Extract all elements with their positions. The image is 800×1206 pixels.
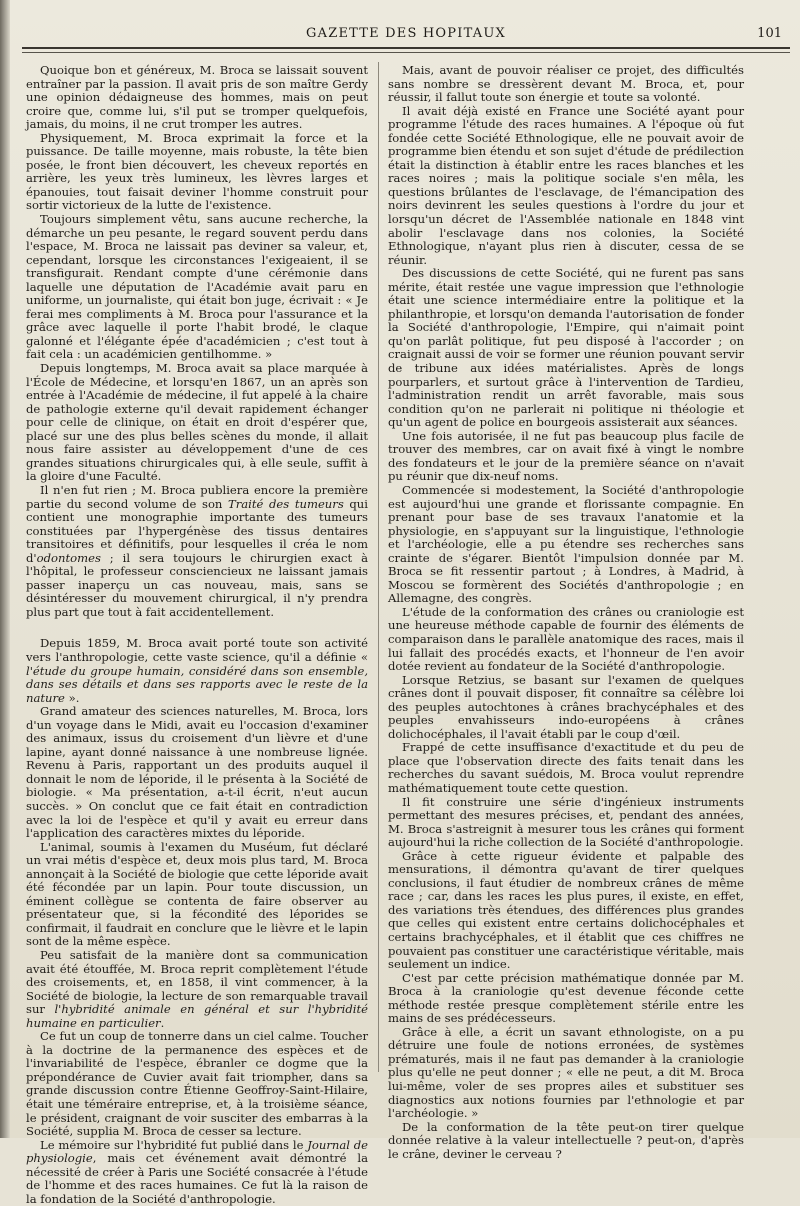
text-run: Peu satisfait de la manière dont sa communication avait été étouffée, M. Broca reprit complètement l'étude des croisements, et, en 1858, il vint commencer, à la Société de biologie, la lecture de son remarquable travail sur <box>26 948 368 1017</box>
page-number: 101 <box>757 26 782 41</box>
paragraph: Grâce à elle, a écrit un savant ethnologiste, on a pu détruire une foule de notions erronées, de systèmes prématurés, mais il ne faut pas demander à la craniologie plus qu'elle ne peut donner ; « elle ne peut, a dit M. Broca lui-même, voler de ses propres ailes et substituer ses diagnostics aux notions fournies par l'ethnologie et par l'archéologie. » <box>388 1024 744 1121</box>
paragraph: L'étude de la conformation des crânes ou craniologie est une heureuse méthode capable de fournir des éléments de comparaison dans le parallèle anatomique des races, mais il lui fallait des procédés exacts, et l'honneur de l'en avoir dotée revient au fondateur de la Société d'anthropologie. <box>388 604 744 674</box>
paragraph <box>26 1139 368 1206</box>
header-rule-thin <box>22 52 790 53</box>
paragraph: C'est par cette précision mathématique donnée par M. Broca à la craniologie qu'est devenue féconde cette méthode restée presque complètement stérile entre les mains de ses prédécesseurs. <box>388 970 744 1026</box>
paragraph: Une fois autorisée, il ne fut pas beaucoup plus facile de trouver des membres, car on avait fixé à vingt le nombre des fondateurs et le jour de la première séance on n'avait pu réunir que dix-neuf noms. <box>388 428 744 484</box>
page-binding-edge <box>0 0 10 1138</box>
paragraph: Physiquement, M. Broca exprimait la force et la puissance. De taille moyenne, mais robuste, la tête bien posée, le front bien découvert, les cheveux reportés en arrière, les yeux très lumineux, les lèvres larges et épanouies, tout faisait deviner l'homme construit pour sortir victorieux de la lutte de l'existence. <box>26 130 368 213</box>
paragraph: De la conformation de la tête peut-on tirer quelque donnée relative à la valeur intellectuelle ? peut-on, d'après le crâne, deviner le cerveau ? <box>388 1119 744 1161</box>
text-run: Il n'en fut rien ; M. Broca publiera encore la première partie du second volume de son <box>26 482 368 511</box>
right-column <box>388 64 744 1161</box>
page-header <box>22 26 790 46</box>
paragraph: Il avait déjà existé en France une Société ayant pour programme l'étude des races humaines. A l'époque où fut fondée cette Société Ethnologique, elle ne pouvait avoir de programme bien étendu et son sujet d'étude de prédilection était la distinction à établir entre les races blanches et les races noires ; mais la politique sociale s'en mêla, les questions brûlantes de l'esclavage, de l'émancipation des noirs devinrent les seules questions à l'ordre du jour et lorsqu'un décret de l'Assemblée nationale en 1848 vint abolir l'esclavage dans nos colonies, la Société Ethnologique, n'ayant plus rien à discuter, cessa de se réunir. <box>388 103 744 267</box>
paragraph: Toujours simplement vêtu, sans aucune recherche, la démarche un peu pesante, le regard souvent perdu dans l'espace, M. Broca ne laissait pas deviner sa valeur, et, cependant, lorsque les circonstances l'exigeaient, il se transfigurait. Rendant compte d'une cérémonie dans laquelle une députation de l'Académie avait paru en uniforme, un journaliste, qui était bon juge, écrivait : « Je ferai mes compliments à M. Broca pour l'assurance et la grâce avec laquelle il porte l'habit brodé, le claque galonné et l'élégante épée d'académicien ; c'est tout à fait cela : un académicien gentilhomme. » <box>26 212 368 362</box>
text-run: ». <box>64 690 80 705</box>
paragraph: Grand amateur des sciences naturelles, M. Broca, lors d'un voyage dans le Midi, avait eu l'occasion d'examiner des animaux, issus du croisement d'un lièvre et d'une lapine, ayant donné naissance à une nombreuse lignée. Revenu à Paris, rapportant un des produits auquel il donnait le nom de léporide, il le présenta à la Société de biologie. « Ma présentation, a-t-il écrit, n'eut aucun succès. » On conclut que ce fait était en contradiction avec la loi de l'espèce et qu'il y avait eu erreur dans l'application des caractères mixtes du léporide. <box>26 704 368 841</box>
paragraph: Lorsque Retzius, se basant sur l'examen de quelques crânes dont il pouvait disposer, fit connaître sa célèbre loi des peuples autochtones à crânes brachycéphales et des peuples envahisseurs indo-européens à crânes dolichocéphales, il l'avait établi par le coup d'œil. <box>388 672 744 741</box>
left-column <box>26 64 368 1206</box>
paragraph: Depuis longtemps, M. Broca avait sa place marquée à l'École de Médecine, et lorsqu'en 1867, un an après son entrée à l'Académie de médecine, il fut appelé à la chaire de pathologie externe qu'il devait rapidement échanger pour celle de clinique, on était en droit d'espérer que, placé sur une des plus belles scènes du monde, il allait nous faire assister au développement d'une de ces grandes situations chirurgicales qui, à elle seule, suffit à la gloire d'une Faculté. <box>26 361 368 484</box>
paragraph: Frappé de cette insuffisance d'exactitude et du peu de place que l'observation directe des faits tenait dans les recherches du savant suédois, M. Broca voulut reprendre mathématiquement toute cette question. <box>388 740 744 795</box>
paragraph: L'animal, soumis à l'examen du Muséum, fut déclaré un vrai métis d'espèce et, deux mois plus tard, M. Broca annonçait à la Société de biologie que cette léporide avait été fécondée par un lapin. Pour toute discussion, un éminent collègue se contenta de faire observer au présentateur que, si la fécondité des léporides se confirmait, il faudrait en conclure que le lièvre et le lapin sont de la même espèce. <box>26 839 368 949</box>
italic-title: l'hybridité animale en général et sur l'hybridité humaine en particulier <box>26 1002 368 1030</box>
column-divider <box>378 62 379 1072</box>
text-run: . <box>160 1015 165 1030</box>
text-run: Depuis 1859, M. Broca avait porté toute son activité vers l'anthropologie, cette vaste science, qu'il a définie « <box>26 636 368 664</box>
italic-journal: Journal de physiologie <box>26 1137 368 1166</box>
paragraph: Quoique bon et généreux, M. Broca se laissait souvent entraîner par la passion. Il avait pris de son maître Gerdy une opinion dédaigneuse des hommes, mais on peut croire que, comme lui, s'il put se tromper quelquefois, jamais, du moins, il ne crut tromper les autres. <box>26 63 368 132</box>
header-rule-thick <box>22 47 790 49</box>
text-run: Le mémoire sur l'hybridité fut publié dans le <box>40 1137 308 1152</box>
paragraph: Ce fut un coup de tonnerre dans un ciel calme. Toucher à la doctrine de la permanence des espèces et de l'invariabilité de l'espèce, ébranler ce dogme que la prépondérance de Cuvier avait fait triompher, dans sa grande discussion contre Étienne Geoffroy-Saint-Hilaire, était une téméraire entreprise, et, à la troisième séance, le président, craignant de voir susciter des embarras à la Société, supplia M. Broca de cesser sa lecture. <box>26 1029 368 1139</box>
text-run: ; il sera toujours le chirurgien exact à l'hôpital, le professeur consciencieux ne laissant jamais passer inaperçu un cas nouveau, mais, sans se désintéresser du mouvement chirurgical, il n'y prendra plus part que tout à fait accidentellement. <box>26 550 368 619</box>
paragraph: Commencée si modestement, la Société d'anthropologie est aujourd'hui une grande et florissante compagnie. En prenant pour base de ses travaux l'anatomie et la physiologie, en s'appuyant sur la linguistique, l'ethnologie et l'archéologie, elle a pu étendre ses recherches sans crainte de s'égarer. Bientôt l'impulsion donnée par M. Broca se fit ressentir partout ; à Londres, à Madrid, à Moscou se formèrent des Sociétés d'anthropologie ; en Allemagne, des congrès. <box>388 482 744 606</box>
paragraph: Il fit construire une série d'ingénieux instruments permettant des mesures précises, et, pendant des années, M. Broca s'astreignit à mesurer tous les crânes qui forment aujourd'hui la riche collection de la Société d'anthropologie. <box>388 794 744 850</box>
text-run: , mais cet événement avait démontré la nécessité de créer à Paris une Société consacrée à l'étude de l'homme et des races humaines. Ce fut là la raison de la fondation de la Société d'anthropologie. <box>26 1151 368 1206</box>
paragraph: Grâce à cette rigueur évidente et palpable des mensurations, il démontra qu'avant de tirer quelques conclusions, il faut étudier de nombreux crânes de même race ; car, dans les races les plus pures, il existe, en effet, des variations très étendues, des différences plus grandes que celles qui existent entre certains dolichocéphales et certains brachycéphales, et il établit que ces chiffres ne pouvaient pas constituer une caractéristique véritable, mais seulement un indice. <box>388 848 744 972</box>
italic-quote: l'étude du groupe humain, considéré dans son ensemble, dans ses détails et dans ses rapports avec le reste de la nature <box>26 663 368 705</box>
text-run: qui contient une monographie importante des tumeurs constituées par l'hypergénèse des tissus dentaires transitoires et définitifs, pour lesquelles il créa le nom d' <box>26 496 368 565</box>
paragraph <box>26 637 368 705</box>
paragraph: Des discussions de cette Société, qui ne furent pas sans mérite, était restée une vague impression que l'ethnologie était une science intermédiaire entre la politique et la philanthropie, et lorsqu'on demanda l'autorisation de fonder la Société d'anthropologie, l'Empire, qui n'aimait point qu'on parlât politique, fut peu disposé à l'accorder ; on craignait aussi de voir se former une réunion pouvant servir de tribune aux idées matérialistes. Après de longs pourparlers, et surtout grâce à l'intervention de Tardieu, l'administration rendit un arrêt favorable, mais sous condition qu'on ne parlerait ni politique ni théologie et qu'un agent de police en bourgeois assisterait aux séances. <box>388 266 745 430</box>
paragraph <box>26 949 368 1030</box>
paragraph: Mais, avant de pouvoir réaliser ce projet, des difficultés sans nombre se dressèrent devant M. Broca, et, pour réussir, il fallut toute son énergie et toute sa volonté. <box>388 63 744 105</box>
running-title: GAZETTE DES HOPITAUX <box>306 26 506 41</box>
italic-title: Traité des tumeurs <box>227 496 344 511</box>
italic-term: odontomes <box>36 550 101 565</box>
paragraph <box>26 484 368 619</box>
